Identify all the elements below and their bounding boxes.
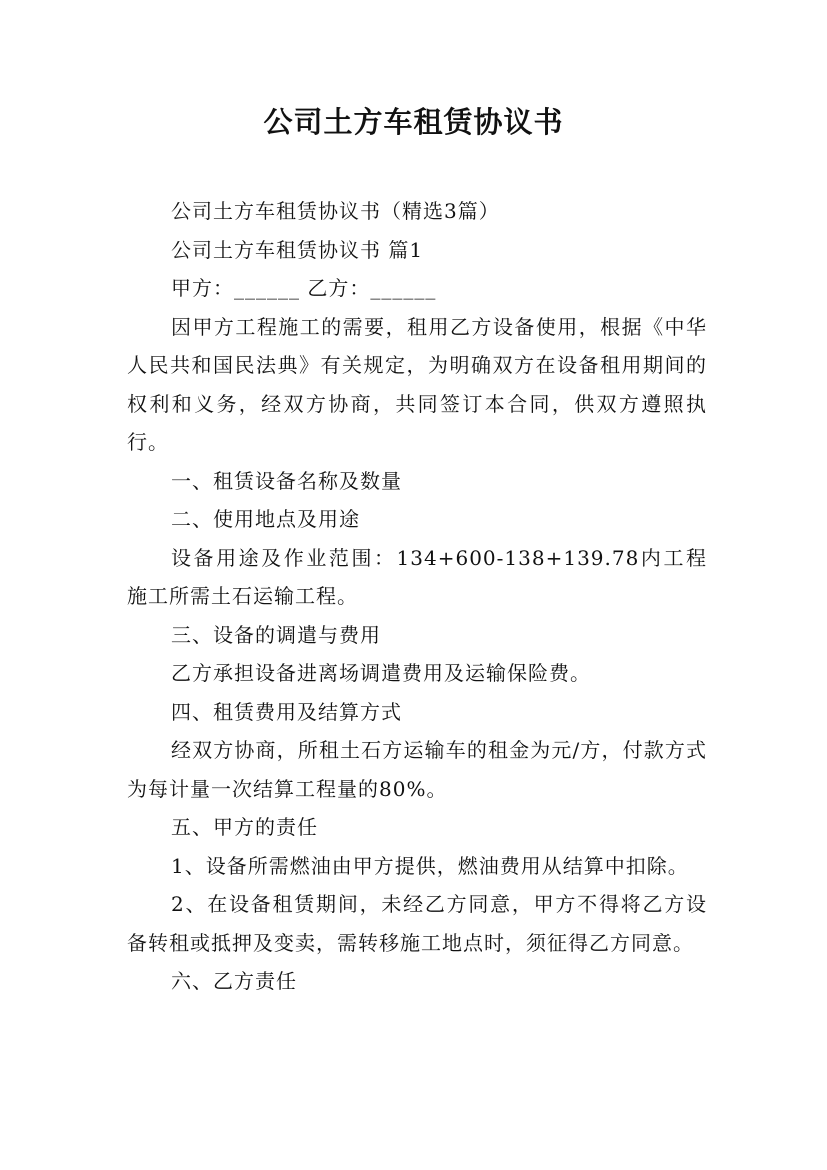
paragraph-dispatch-cost: 乙方承担设备进离场调遣费用及运输保险费。 xyxy=(171,661,591,685)
paragraph-usage-scope: 设备用途及作业范围：134+600-138+139.78内工程施工所需土石运输工程。 xyxy=(127,545,707,608)
paragraph-rent-payment: 经双方协商，所租土石方运输车的租金为元/方，付款方式为每计量一次结算工程量的80%。 xyxy=(127,738,707,801)
paragraph-subtitle: 公司土方车租赁协议书（精选3篇） xyxy=(171,199,500,223)
section-heading-4: 四、租赁费用及结算方式 xyxy=(171,699,402,724)
paragraph-party-a-duty-2: 2、在设备租赁期间，未经乙方同意，甲方不得将乙方设备转租或抵押及变卖，需转移施工地点时，须征得乙方同意。 xyxy=(127,892,707,955)
section-heading-3: 三、设备的调遣与费用 xyxy=(171,622,381,647)
section-heading-2: 二、使用地点及用途 xyxy=(171,507,360,531)
paragraph-preamble: 因甲方工程施工的需要，租用乙方设备使用，根据《中华人民共和国民法典》有关规定，为明确双方在设备租用期间的权利和义务，经双方协商，共同签订本合同，供双方遵照执行。 xyxy=(127,314,707,454)
paragraph-chapter-heading: 公司土方车租赁协议书 篇1 xyxy=(171,237,424,262)
section-heading-5: 五、甲方的责任 xyxy=(171,815,318,839)
section-heading-6: 六、乙方责任 xyxy=(171,969,297,993)
paragraph-parties: 甲方：______ 乙方：______ xyxy=(171,276,437,300)
paragraph-party-a-duty-1: 1、设备所需燃油由甲方提供，燃油费用从结算中扣除。 xyxy=(171,853,689,878)
document-body xyxy=(127,192,707,1001)
document-title: 公司土方车租赁协议书 xyxy=(263,105,564,139)
section-heading-1: 一、租赁设备名称及数量 xyxy=(171,468,402,493)
